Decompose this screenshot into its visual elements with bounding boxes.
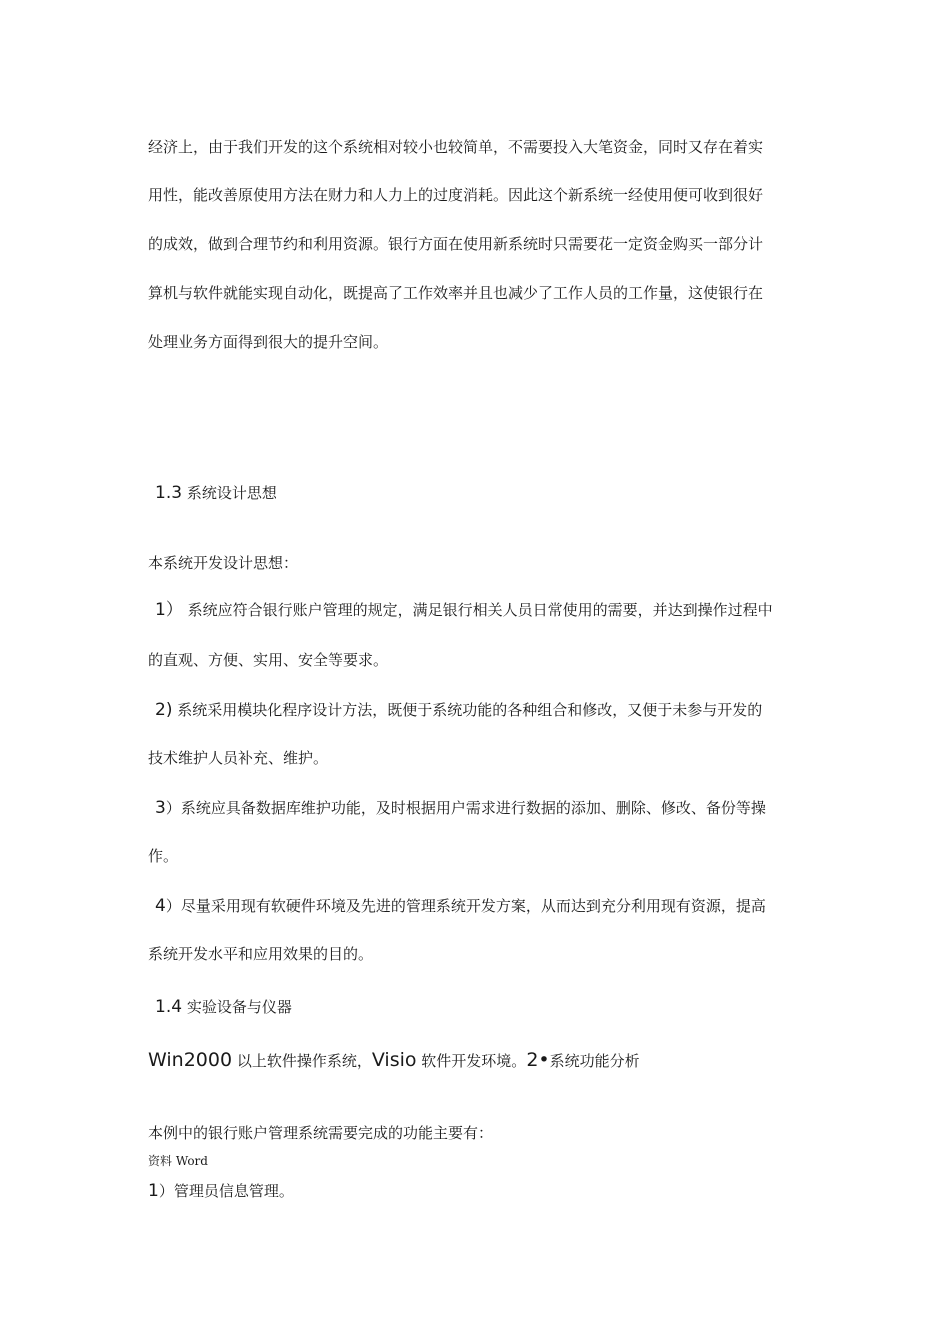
env-text-2: 软件开发环境。 — [421, 1052, 527, 1070]
section-heading-1-3 — [155, 485, 277, 502]
section-title: 系统设计思想 — [186, 484, 277, 502]
environment-line — [148, 1051, 640, 1070]
paragraph-line: 经济上，由于我们开发的这个系统相对较小也较简单，不需要投入大笔资金，同时又存在着实 — [148, 138, 764, 156]
design-intro: 本系统开发设计思想： — [148, 554, 299, 572]
item-text: 系统采用模块化程序设计方法，既便于系统功能的各种组合和修改，又便于未参与开发的 — [177, 701, 763, 719]
item-text: ）系统应具备数据库维护功能，及时根据用户需求进行数据的添加、删除、修改、备份等操 — [165, 799, 766, 817]
design-item-1-cont: 的直观、方便、实用、安全等要求。 — [148, 651, 389, 669]
item-number: 4 — [155, 896, 166, 916]
paragraph-line: 处理业务方面得到很大的提升空间。 — [148, 333, 389, 351]
design-item-3-cont: 作。 — [148, 847, 179, 865]
function-item-1 — [148, 1183, 294, 1200]
design-item-2 — [155, 702, 762, 719]
section-2-number: 2• — [526, 1049, 550, 1071]
section-2-title: 系统功能分析 — [549, 1052, 640, 1070]
paragraph-line: 用性，能改善原使用方法在财力和人力上的过度消耗。因此这个新系统一经使用便可收到很好 — [148, 186, 764, 204]
section-number: 1.4 — [155, 997, 183, 1017]
footer-label: 资料 Word — [148, 1154, 208, 1168]
section-title: 实验设备与仪器 — [186, 998, 292, 1016]
design-item-2-cont: 技术维护人员补充、维护。 — [148, 749, 329, 767]
paragraph-line: 的成效，做到合理节约和利用资源。银行方面在使用新系统时只需要花一定资金购买一部分计 — [148, 235, 764, 253]
paragraph-line: 算机与软件就能实现自动化，既提高了工作效率并且也减少了工作人员的工作量，这使银行在 — [148, 284, 764, 302]
design-item-3 — [155, 800, 766, 817]
win-label: Win2000 — [148, 1049, 233, 1071]
design-item-4-cont: 系统开发水平和应用效果的目的。 — [148, 945, 374, 963]
item-number: 2) — [155, 700, 173, 720]
design-item-1 — [155, 602, 773, 619]
item-number: 3 — [155, 798, 166, 818]
env-text-1: 以上软件操作系统， — [236, 1052, 372, 1070]
item-text: 系统应符合银行账户管理的规定，满足银行相关人员日常使用的需要，并达到操作过程中 — [187, 601, 773, 619]
item-number: 1） — [155, 600, 183, 620]
functions-intro: 本例中的银行账户管理系统需要完成的功能主要有： — [148, 1124, 494, 1142]
section-number: 1.3 — [155, 483, 183, 503]
item-number: 1 — [148, 1181, 159, 1201]
design-item-4 — [155, 898, 766, 915]
visio-label: Visio — [371, 1049, 417, 1071]
section-heading-1-4 — [155, 999, 292, 1016]
item-text: ）尽量采用现有软硬件环境及先进的管理系统开发方案，从而达到充分利用现有资源，提高 — [165, 897, 766, 915]
item-text: ）管理员信息管理。 — [158, 1182, 294, 1200]
